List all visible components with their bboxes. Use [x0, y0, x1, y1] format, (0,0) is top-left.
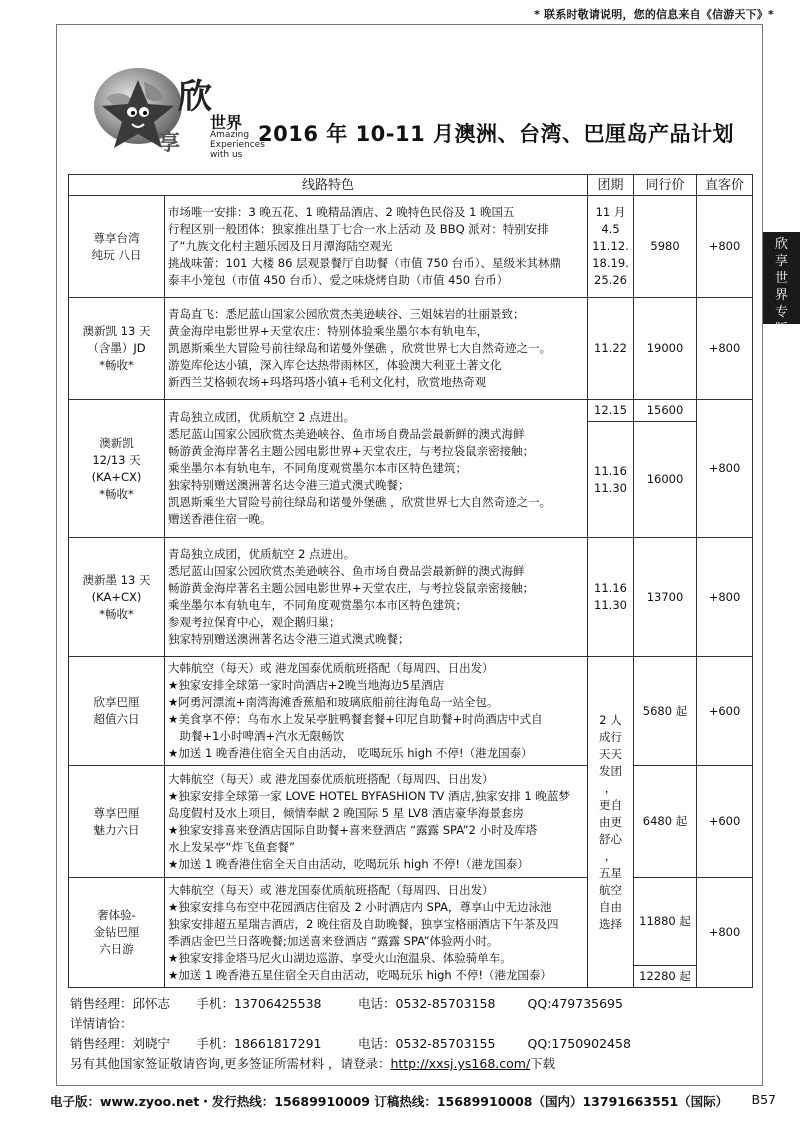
direct-price: +800 — [697, 196, 753, 298]
feature-line: 独家特别赠送澳洲著名达令港三道式澳式晚餐； — [168, 478, 410, 492]
table-header — [69, 175, 753, 196]
route-name-line: 金钻巴厘 — [93, 925, 140, 939]
route-name — [69, 538, 165, 657]
feature-line: ★独家安排全球第一家时尚酒店+2晚当地海边5星酒店 — [168, 678, 445, 692]
tour-dates — [588, 298, 634, 400]
contact-line — [70, 994, 750, 1014]
date-line: 11.30 — [594, 480, 627, 495]
shared-dates — [588, 657, 634, 988]
trade-price: 16000 — [634, 422, 697, 538]
feature-line: 新西兰艾格顿农场+玛塔玛塔小镇+毛利文化村，欣赏地热奇观 — [168, 375, 487, 389]
page-number: B57 — [751, 1092, 776, 1107]
feature-line: 市场唯一安排：3 晚五花、1 晚精品酒店、2 晚特色民俗及 1 晚国五 — [168, 205, 515, 219]
date-line: 11.22 — [594, 341, 627, 355]
route-name-line: (KA+CX) — [91, 589, 142, 604]
merged-line: 航空 — [599, 882, 623, 897]
visa-link[interactable]: http://xxsj.ys168.com/ — [390, 1056, 531, 1071]
route-name — [69, 400, 165, 538]
merged-line: 发团 — [599, 763, 623, 778]
footer: 电子版：www.zyoo.net・发行热线：15689910009 订稿热线：15689910008（国内）13791663551（国际） — [50, 1094, 729, 1109]
tel-label: 电话： — [358, 1036, 396, 1051]
trade-price: 19000 — [634, 298, 697, 400]
top-note: * 联系时敬请说明，您的信息来自《信游天下》* — [534, 8, 774, 21]
date-line: 11.30 — [594, 598, 627, 612]
route-name-line: *畅收* — [99, 606, 134, 621]
feature-line: 行程区别一般团体：独家推出垦丁七合一水上活动 及 BBQ 派对：特别安排 — [168, 222, 549, 236]
feature-line: 青岛直飞：悉尼蓝山国家公园欣赏杰美逊峡谷、三姐妹岩的壮丽景致； — [168, 307, 525, 321]
route-features — [165, 766, 588, 878]
logo-tagline-1: Amazing — [210, 130, 250, 140]
route-name-line: 魅力六日 — [93, 822, 140, 837]
feature-line: 青岛独立成团，优质航空 2 点进出。 — [168, 410, 356, 424]
table-row — [69, 657, 753, 766]
feature-line: 泰丰小笼包（市值 450 台币）、爱之味烧烤自助（市值 450 台币） — [168, 273, 509, 287]
merged-line: 选择 — [599, 916, 623, 931]
merged-line: ， — [604, 780, 617, 795]
manager-name: 邱怀志 — [132, 996, 171, 1011]
route-name-line: *畅收* — [99, 486, 134, 501]
feature-line: ★独家安排乌布空中花园酒店住宿及 2 小时酒店内 SPA，尊享山中无边泳池 — [168, 899, 552, 914]
route-features — [165, 538, 588, 657]
trade-price: 6480 起 — [634, 766, 697, 878]
merged-line: 成行 — [599, 729, 623, 744]
route-name-line: （含墨）JD — [87, 341, 146, 355]
date-line: 11.16 — [594, 581, 627, 595]
product-table — [68, 174, 753, 988]
route-features — [165, 657, 588, 766]
header-dates: 团期 — [588, 175, 634, 196]
feature-line: 季酒店金巴兰日落晚餐;加送喜来登酒店 “露露 SPA”体验两小时。 — [168, 933, 499, 948]
route-name-line: 奢体验- — [97, 908, 136, 922]
feature-line: ★独家安排全球第一家 LOVE HOTEL BYFASHION TV 酒店,独家安排 1 晚蓝梦 — [168, 788, 570, 803]
merged-line: 自由 — [599, 899, 623, 914]
side-tab-text: 欣享世界专版 — [774, 237, 788, 337]
feature-line: ★美食享不停：乌布水上发呆亭脏鸭餐套餐+印尼自助餐+时尚酒店中式自 — [168, 712, 543, 726]
tour-dates — [588, 422, 634, 538]
route-name-line: 纯玩 八日 — [91, 247, 142, 262]
merged-line: 五星 — [599, 865, 623, 880]
date-line: 11.12. — [592, 239, 629, 253]
tel-number: 0532-85703155 — [395, 1036, 496, 1051]
table-row — [69, 298, 753, 400]
route-name — [69, 657, 165, 766]
qq-label: QQ: — [527, 996, 552, 1011]
direct-price: +800 — [697, 878, 753, 988]
contact-line — [70, 1034, 750, 1054]
manager-label: 销售经理： — [70, 996, 133, 1011]
direct-price: +800 — [697, 298, 753, 400]
feature-line: 悉尼蓝山国家公园欣赏杰美逊峡谷、鱼市场自费品尝最新鲜的澳式海鲜 — [168, 564, 525, 578]
route-name — [69, 766, 165, 878]
route-name-line: 尊享巴厘 — [93, 805, 140, 820]
feature-line: 大韩航空（每天）或 港龙国泰优质航班搭配（每周四、日出发） — [168, 771, 494, 786]
feature-line: 参观考拉保育中心，观企鹅归巢； — [168, 615, 341, 629]
route-name-line: 12/13 天 — [92, 452, 141, 467]
feature-line: 畅游黄金海岸著名主题公园电影世界+天堂农庄，与考拉袋鼠亲密接触； — [168, 444, 535, 458]
header-features: 线路特色 — [69, 175, 588, 196]
mobile-number: 18661817291 — [234, 1036, 322, 1051]
visa-note-text: 另有其他国家签证敬请咨询,更多签证所需材料 ，请登录： — [70, 1056, 391, 1071]
trade-price: 5980 — [634, 196, 697, 298]
tour-dates — [588, 196, 634, 298]
header-trade-price: 同行价 — [634, 175, 697, 196]
merged-line: 由更 — [599, 814, 623, 829]
route-name — [69, 298, 165, 400]
trade-price: 15600 — [634, 400, 697, 422]
visa-note-end: 下载 — [530, 1056, 556, 1071]
logo-world-text: 世界 — [210, 113, 243, 132]
route-name-line: *畅收* — [99, 358, 134, 372]
trade-price: 12280 起 — [634, 966, 697, 988]
inquiry-line: 详情请恰： — [70, 1016, 133, 1031]
table-row — [69, 538, 753, 657]
route-features — [165, 878, 588, 988]
route-name-line: 澳新凯 — [99, 435, 134, 450]
tour-dates — [588, 538, 634, 657]
tel-number: 0532-85703158 — [395, 996, 496, 1011]
feature-line: 独家安排超五星瑞吉酒店，2 晚住宿及自助晚餐，独享宝格丽酒店下午茶及四 — [168, 916, 559, 931]
header-direct-price: 直客价 — [697, 175, 753, 196]
manager-label: 销售经理： — [70, 1036, 133, 1051]
tour-dates: 12.15 — [588, 400, 634, 422]
feature-line: 赠送香港住宿一晚。 — [168, 512, 272, 526]
date-line: 4.5 — [601, 222, 620, 236]
feature-line: 凯恩斯乘坐大冒险号前往绿岛和诺曼外堡礁 ，欣赏世界七大自然奇迹之一。 — [168, 341, 552, 355]
feature-line: 乘坐墨尔本有轨电车，不同角度观赏墨尔本市区特色建筑； — [168, 461, 467, 475]
feature-line: 游览库伦达小镇，深入库仑达热带雨林区，体验澳大利亚土著文化 — [168, 358, 502, 372]
logo-tagline-3: with us — [210, 150, 243, 160]
feature-line: 水上发呆亭“炸飞鱼套餐” — [168, 839, 295, 854]
manager-name: 刘晓宁 — [132, 1036, 171, 1051]
route-name-line: 超值六日 — [93, 712, 140, 726]
feature-line: 了“九族文化村主题乐园及日月潭海陆空观光 — [168, 239, 393, 253]
logo-char-2: 享 — [158, 131, 181, 156]
feature-line: 挑战味蕾：101 大楼 86 层观景餐厅自助餐（市值 750 台币）、星级米其林鼎 — [168, 256, 562, 270]
feature-line: 乘坐墨尔本有轨电车，不同角度观赏墨尔本市区特色建筑； — [168, 598, 467, 612]
route-features — [165, 298, 588, 400]
visa-note — [70, 1054, 750, 1074]
merged-line: 天天 — [599, 746, 623, 761]
logo-tagline — [210, 130, 265, 160]
route-name-line: 澳新墨 13 天 — [82, 572, 151, 587]
qq-number: QQ:1750902458 — [527, 1036, 631, 1051]
route-features — [165, 400, 588, 538]
date-line: 18.19. — [592, 256, 629, 270]
date-line: 11 月 — [595, 205, 626, 219]
direct-price: +600 — [697, 766, 753, 878]
mobile-number: 13706425538 — [234, 996, 322, 1011]
feature-line: 悉尼蓝山国家公园欣赏杰美逊峡谷、鱼市场自费品尝最新鲜的澳式海鲜 — [168, 427, 525, 441]
route-name-line: 澳新凯 13 天 — [82, 324, 151, 338]
feature-line: 凯恩斯乘坐大冒险号前往绿岛和诺曼外堡礁 ，欣赏世界七大自然奇迹之一。 — [168, 495, 552, 509]
route-name-line: 六日游 — [99, 942, 134, 956]
table-row — [69, 766, 753, 878]
mobile-label: 手机： — [196, 1036, 235, 1051]
route-name-line: (KA+CX) — [91, 469, 142, 484]
feature-line: ★阿勇河漂流+南湾海滩香蕉船和玻璃底船前往海龟岛一站全包。 — [168, 695, 499, 709]
tel-label: 电话： — [358, 996, 396, 1011]
table-row — [69, 400, 753, 422]
qq-number: 479735695 — [551, 996, 623, 1011]
merged-line: 舒心 — [599, 831, 623, 846]
table-row — [69, 196, 753, 298]
trade-price: 5680 起 — [634, 657, 697, 766]
mobile-label: 手机： — [196, 996, 235, 1011]
date-line: 25.26 — [594, 273, 627, 287]
feature-line: ★加送 1 晚香港五星住宿全天自由活动，吃喝玩乐 high 不停!（港龙国泰） — [168, 967, 552, 982]
merged-line: 2 人 — [599, 712, 622, 727]
route-name-line: 尊享台湾 — [93, 230, 140, 245]
direct-price: +600 — [697, 657, 753, 766]
trade-price: 11880 起 — [634, 878, 697, 966]
contacts — [70, 994, 750, 1074]
feature-line: 畅游黄金海岸著名主题公园电影世界+天堂农庄，与考拉袋鼠亲密接触； — [168, 581, 535, 595]
route-name — [69, 196, 165, 298]
feature-line: ★加送 1 晚香港住宿全天自由活动，吃喝玩乐 high 不停!（港龙国泰） — [168, 856, 529, 871]
side-tab — [763, 232, 800, 337]
route-name — [69, 878, 165, 988]
feature-line: 大韩航空（每天）或 港龙国泰优质航班搭配（每周四、日出发） — [168, 661, 494, 675]
date-line: 11.16 — [594, 463, 627, 478]
feature-line: 助餐+1小时啤酒+汽水无限畅饮 — [168, 729, 345, 743]
direct-price: +800 — [697, 538, 753, 657]
feature-line: 黄金海岸电影世界+天堂农庄：特别体验乘坐墨尔本有轨电车， — [168, 324, 489, 338]
table-row — [69, 878, 753, 966]
page-title: 2016 年 10-11 月澳洲、台湾、巴厘岛产品计划 — [258, 122, 735, 146]
feature-line: ★独家安排喜来登酒店国际自助餐+喜来登酒店 “露露 SPA”2 小时及库塔 — [168, 822, 538, 837]
feature-line: ★加送 1 晚香港住宿全天自由活动， 吃喝玩乐 high 不停!（港龙国泰） — [168, 746, 533, 760]
feature-line: 独家特别赠送澳洲著名达令港三道式澳式晚餐； — [168, 632, 410, 646]
route-features — [165, 196, 588, 298]
feature-line: 大韩航空（每天）或 港龙国泰优质航班搭配（每周四、日出发） — [168, 882, 494, 897]
direct-price: +800 — [697, 400, 753, 538]
feature-line: ★独家安排金塔马尼火山湖边巡游、享受火山泡温泉、体验骑单车。 — [168, 950, 512, 965]
logo-char-1: 欣 — [178, 77, 212, 117]
logo-tagline-2: Experiences — [210, 140, 265, 150]
route-name-line: 欣享巴厘 — [93, 695, 140, 709]
merged-line: ， — [604, 848, 617, 863]
merged-line: 更自 — [599, 797, 623, 812]
feature-line: 青岛独立成团，优质航空 2 点进出。 — [168, 547, 356, 561]
trade-price: 13700 — [634, 538, 697, 657]
feature-line: 岛度假村及水上项目，倾情奉献 2 晚国际 5 星 LV8 酒店豪华海景套房 — [168, 805, 524, 820]
